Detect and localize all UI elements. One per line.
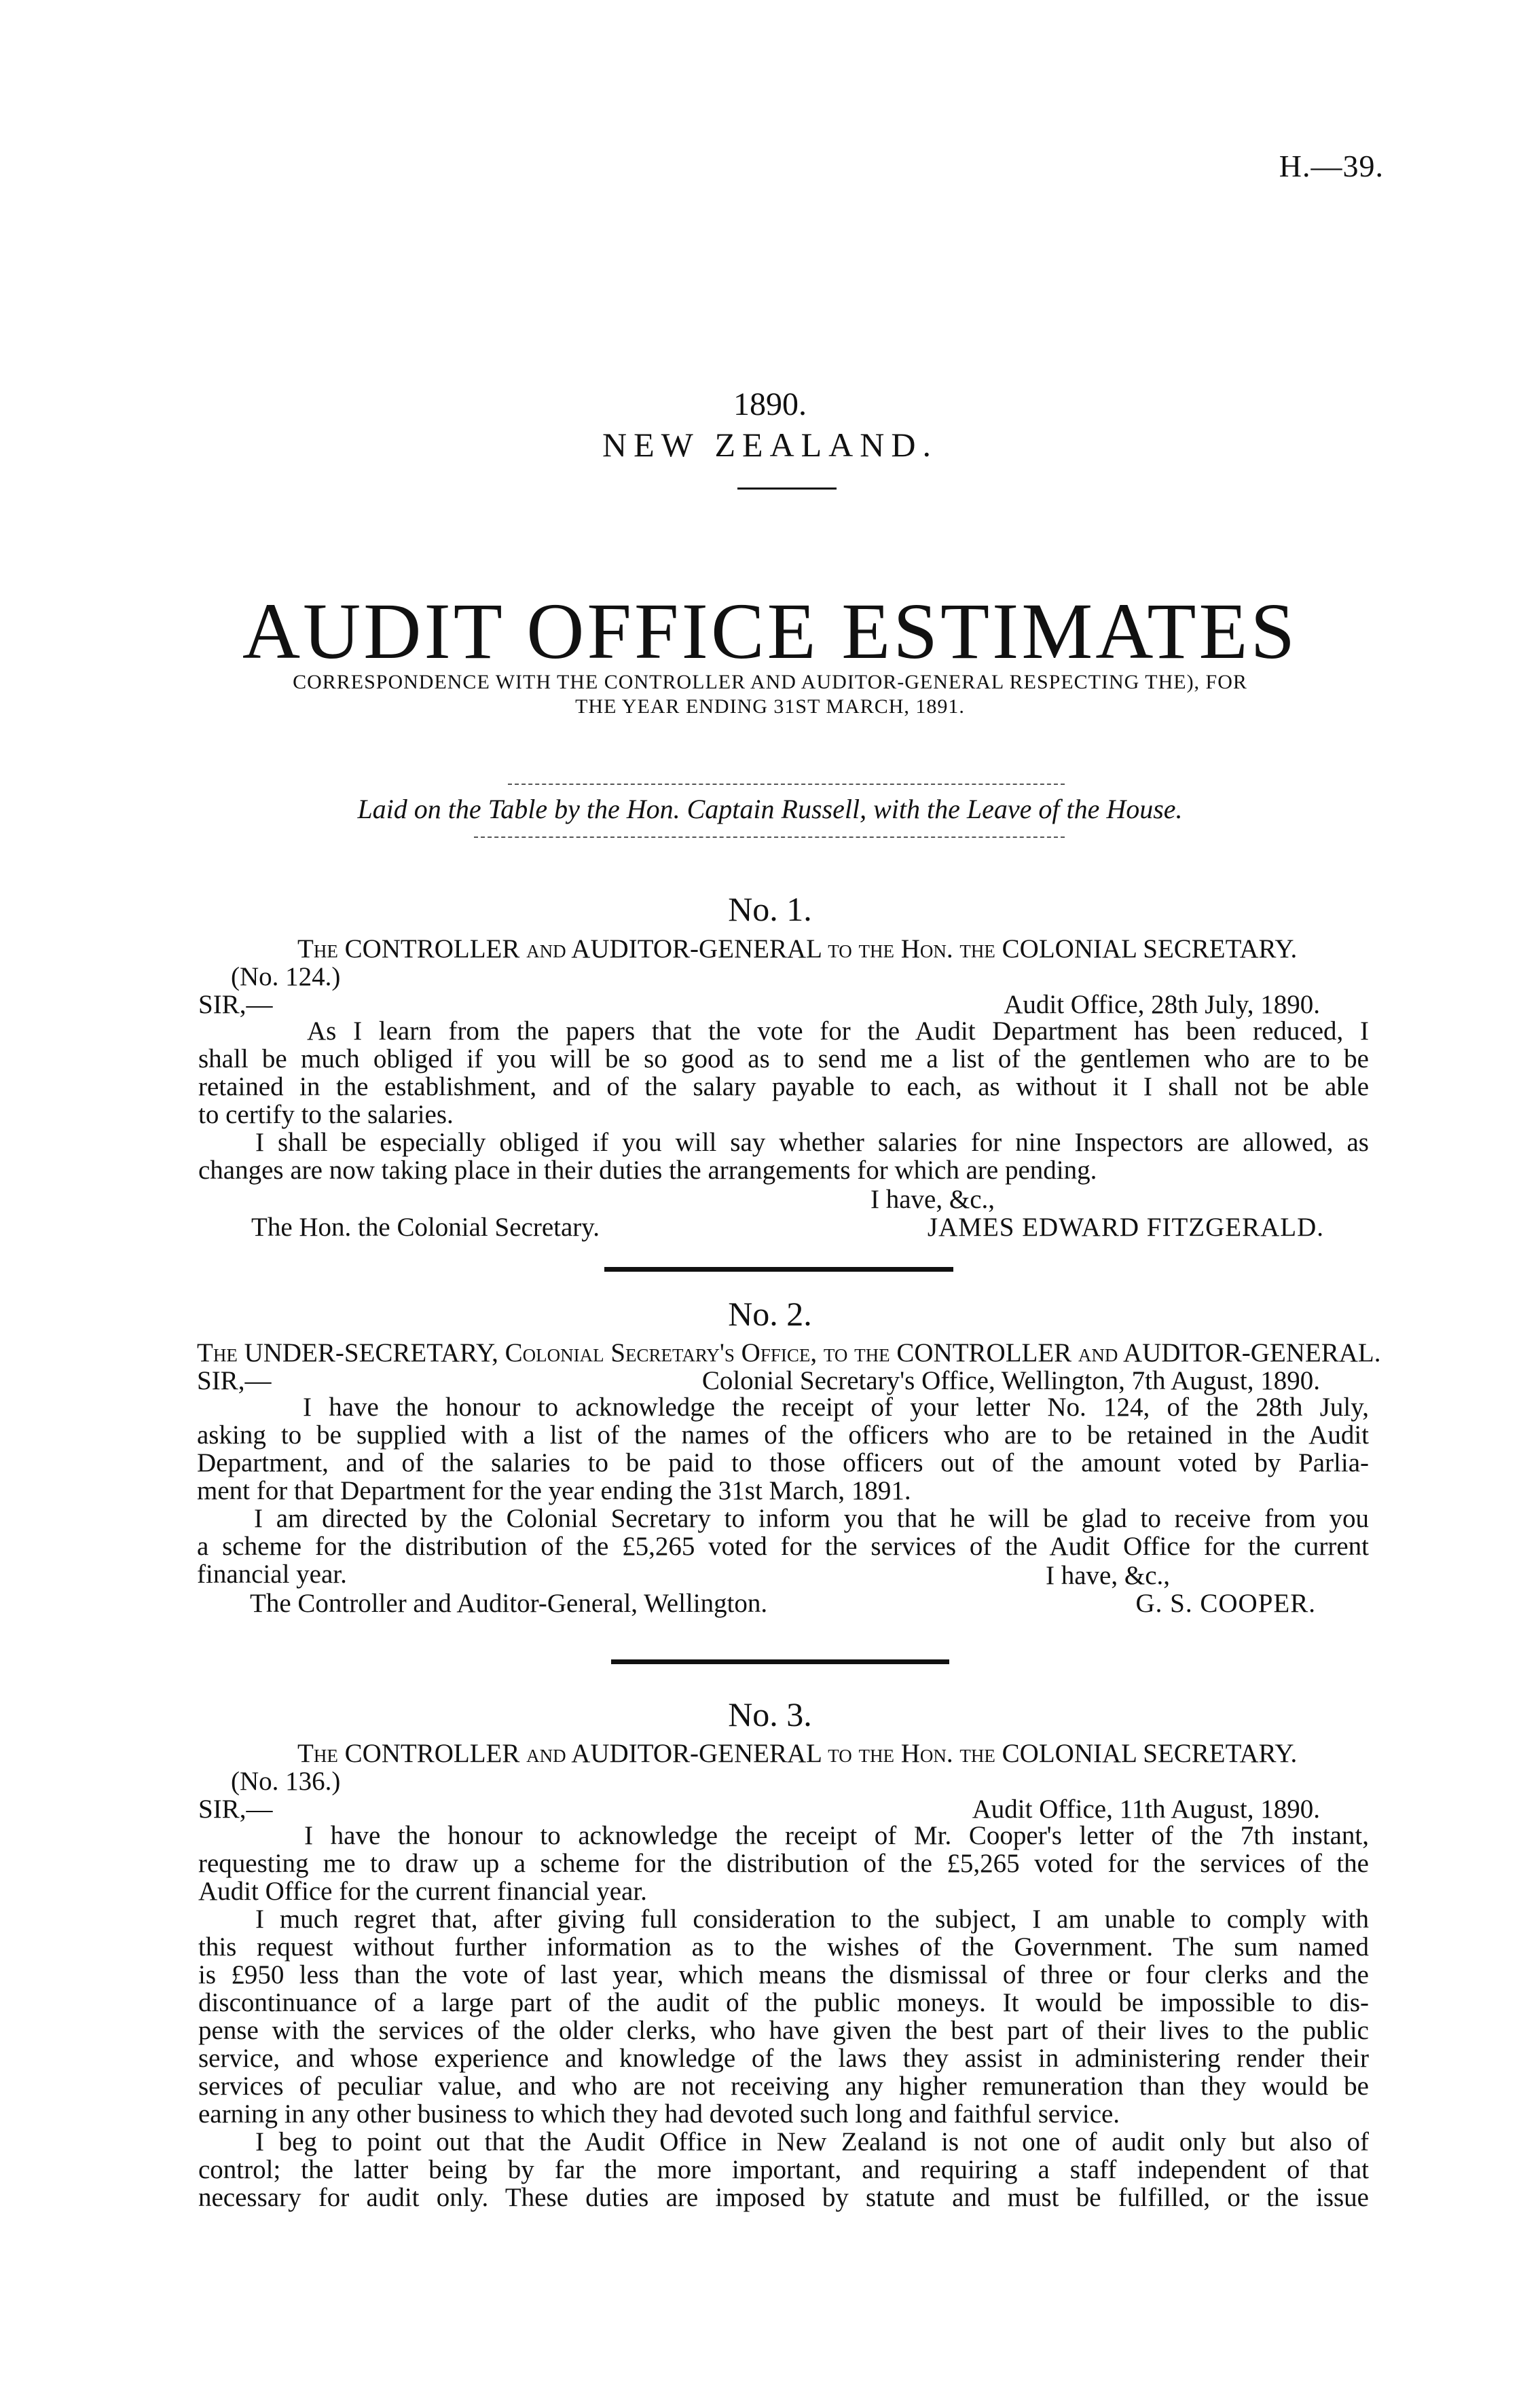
section-divider: [611, 1659, 949, 1664]
addressee: The Hon. the Colonial Secretary.: [251, 1213, 600, 1242]
body-line: service, and whose experience and knowledge of the laws they assist in administering render their: [198, 2044, 1369, 2073]
salutation: SIR,—: [198, 1795, 273, 1824]
body-line: pense with the services of the older clerks, who have given the best part of their lives to the public: [198, 2016, 1369, 2045]
body-line: control; the latter being by far the more important, and requiring a staff independent of that: [198, 2155, 1369, 2184]
body-line: I am directed by the Colonial Secretary to inform you that he will be glad to receive from you: [254, 1504, 1369, 1533]
letter-from-to: The UNDER-SECRETARY, Colonial Secretary's Office, to the CONTROLLER and AUDITOR-GENERAL.: [197, 1338, 1381, 1367]
laid-bottom-rule: [474, 836, 1065, 838]
body-line: As I learn from the papers that the vote for the Audit Department has been reduced, I: [307, 1016, 1369, 1046]
body-line: changes are now taking place in their duties the arrangements for which are pending.: [198, 1156, 1097, 1185]
body-line: requesting me to draw up a scheme for the distribution of the £5,265 voted for the services of the: [198, 1849, 1369, 1878]
body-line: shall be much obliged if you will be so good as to send me a list of the gentlemen who are to be: [198, 1044, 1369, 1073]
body-line: I have the honour to acknowledge the receipt of Mr. Cooper's letter of the 7th instant,: [304, 1821, 1369, 1850]
letter-number: No. 2.: [728, 1295, 812, 1333]
title-divider: [737, 488, 837, 490]
closing: I have, &c.,: [1046, 1561, 1171, 1590]
body-line: necessary for audit only. These duties are imposed by statute and must be fulfilled, or the issue: [198, 2183, 1369, 2212]
place-date: Audit Office, 11th August, 1890.: [972, 1795, 1320, 1824]
subtitle-line-2: THE YEAR ENDING 31ST MARCH, 1891.: [575, 695, 965, 718]
laid-on-table-line: Laid on the Table by the Hon. Captain Russell, with the Leave of the House.: [357, 794, 1183, 824]
body-line: services of peculiar value, and who are not receiving any higher remuneration than they would be: [198, 2072, 1369, 2101]
letter-from-to: The CONTROLLER and AUDITOR-GENERAL to the Hon. the COLONIAL SECRETARY.: [297, 1739, 1298, 1768]
laid-top-rule: [508, 784, 1065, 785]
salutation: SIR,—: [198, 990, 273, 1019]
closing: I have, &c.,: [870, 1185, 995, 1214]
addressee: The Controller and Auditor-General, Wellington.: [250, 1589, 768, 1618]
body-line: Department, and of the salaries to be paid to those officers out of the amount voted by Parlia-: [197, 1448, 1369, 1477]
body-line: this request without further information as to the wishes of the Government. The sum named: [198, 1932, 1369, 1962]
letter-number: No. 1.: [728, 890, 812, 928]
signature: JAMES EDWARD FITZGERALD.: [927, 1213, 1324, 1242]
letter-from-to: The CONTROLLER and AUDITOR-GENERAL to the Hon. the COLONIAL SECRETARY.: [297, 934, 1298, 963]
letter-reference: (No. 136.): [231, 1767, 341, 1796]
body-line: I have the honour to acknowledge the receipt of your letter No. 124, of the 28th July,: [303, 1393, 1369, 1422]
signature: G. S. COOPER.: [1135, 1589, 1316, 1618]
letter-reference: (No. 124.): [231, 962, 341, 991]
body-line: ment for that Department for the year ending the 31st March, 1891.: [197, 1476, 911, 1505]
salutation: SIR,—: [197, 1366, 272, 1395]
body-line: financial year.: [197, 1560, 347, 1589]
place-date: Audit Office, 28th July, 1890.: [1004, 990, 1320, 1019]
main-title: AUDIT OFFICE ESTIMATES: [242, 587, 1298, 676]
body-line: Audit Office for the current financial year.: [198, 1877, 647, 1906]
subtitle-line-1: CORRESPONDENCE WITH THE CONTROLLER AND AUDITOR-GENERAL RESPECTING THE), FOR: [293, 671, 1247, 693]
letter-number: No. 3.: [728, 1695, 812, 1733]
body-line: to certify to the salaries.: [198, 1100, 454, 1129]
page-reference: H.—39.: [1279, 149, 1384, 183]
body-line: asking to be supplied with a list of the names of the officers who are to be retained in the Audit: [197, 1420, 1369, 1450]
country: NEW ZEALAND.: [602, 426, 938, 464]
body-line: I beg to point out that the Audit Office in New Zealand is not one of audit only but also of: [255, 2127, 1369, 2156]
year: 1890.: [733, 386, 807, 422]
body-line: is £950 less than the vote of last year, which means the dismissal of three or four clerks and the: [198, 1960, 1369, 1989]
body-line: discontinuance of a large part of the audit of the public moneys. It would be impossible to dis-: [198, 1988, 1369, 2017]
section-divider: [604, 1267, 953, 1272]
body-line: earning in any other business to which they had devoted such long and faithful service.: [198, 2099, 1120, 2129]
body-line: I shall be especially obliged if you will say whether salaries for nine Inspectors are allowed, as: [255, 1128, 1369, 1157]
body-line: I much regret that, after giving full consideration to the subject, I am unable to comply with: [255, 1905, 1369, 1934]
body-line: retained in the establishment, and of the salary payable to each, as without it I shall not be able: [198, 1072, 1369, 1101]
place-date: Colonial Secretary's Office, Wellington, 7th August, 1890.: [701, 1366, 1320, 1395]
body-line: a scheme for the distribution of the £5,265 voted for the services of the Audit Office for the current: [197, 1532, 1369, 1561]
